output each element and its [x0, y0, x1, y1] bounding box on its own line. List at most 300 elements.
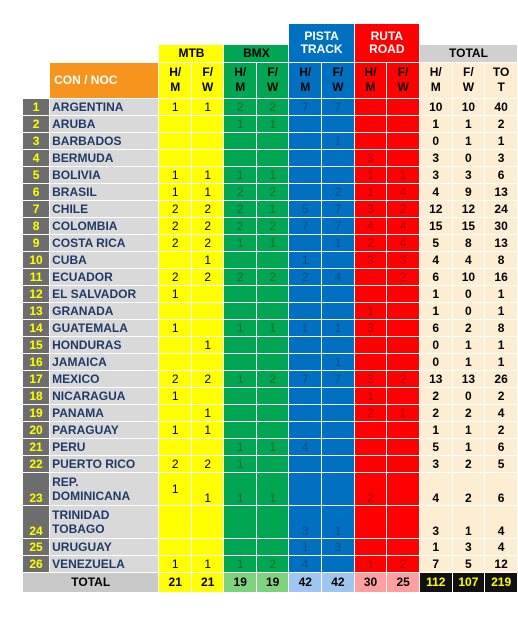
cell-pista-f	[322, 387, 355, 404]
cell-bmx-f	[256, 353, 288, 370]
cell-ruta-f: 1	[387, 166, 420, 183]
cell-total-tot: 8	[485, 251, 518, 268]
country-name: BRASIL	[50, 183, 159, 200]
country-name: BOLIVIA	[50, 166, 159, 183]
cell-pista-h: 7	[289, 217, 322, 234]
cell-ruta-f: 2	[387, 200, 420, 217]
row-number: 20	[23, 421, 50, 438]
noc-header: CON / NOC	[50, 62, 159, 98]
cell-mtb-h: 2	[159, 268, 191, 285]
cell-bmx-f	[256, 149, 288, 166]
cell-total-tot: 4	[485, 505, 518, 538]
cell-pista-f: 1	[322, 353, 355, 370]
cell-total-f: 0	[452, 285, 485, 302]
cell-ruta-h: 1	[354, 387, 387, 404]
table-row	[23, 538, 518, 555]
cell-bmx-f: 2	[256, 183, 288, 200]
cell-pista-f	[322, 285, 355, 302]
cell-pista-f	[322, 149, 355, 166]
total-total-h: 112	[419, 572, 452, 592]
cell-total-tot: 1	[485, 336, 518, 353]
cell-mtb-f: 1	[191, 421, 223, 438]
total-bmx-f: 19	[256, 572, 288, 592]
cell-bmx-f: 1	[256, 438, 288, 455]
country-name: ECUADOR	[50, 268, 159, 285]
row-number: 14	[23, 319, 50, 336]
cell-ruta-h	[354, 505, 387, 538]
cell-total-h: 0	[419, 353, 452, 370]
country-name: CUBA	[50, 251, 159, 268]
cell-mtb-h: 1	[159, 421, 191, 438]
cell-total-h: 13	[419, 370, 452, 387]
table-row	[23, 217, 518, 234]
cell-total-tot: 3	[485, 149, 518, 166]
table-row	[23, 455, 518, 472]
cell-mtb-h: 2	[159, 200, 191, 217]
cell-pista-f	[322, 115, 355, 132]
table-row	[23, 149, 518, 166]
country-name: ARGENTINA	[50, 98, 159, 115]
cell-total-h: 1	[419, 285, 452, 302]
cell-bmx-f: 2	[256, 98, 288, 115]
table-row	[23, 98, 518, 115]
cell-mtb-f	[191, 115, 223, 132]
table-row	[23, 353, 518, 370]
cell-total-f: 8	[452, 234, 485, 251]
cell-total-f: 1	[452, 421, 485, 438]
cell-bmx-f	[256, 336, 288, 353]
cell-total-tot: 4	[485, 538, 518, 555]
cell-bmx-h: 1	[224, 455, 256, 472]
cell-pista-h	[289, 132, 322, 149]
cell-pista-h	[289, 472, 322, 505]
cell-pista-h: 4	[289, 438, 322, 455]
group-header-ruta: RUTA ROAD	[354, 24, 419, 62]
cell-total-h: 0	[419, 132, 452, 149]
cell-total-h: 1	[419, 302, 452, 319]
cell-mtb-h	[159, 438, 191, 455]
cell-mtb-h	[159, 132, 191, 149]
cell-total-tot: 16	[485, 268, 518, 285]
cell-pista-f	[322, 404, 355, 421]
country-name: URUGUAY	[50, 538, 159, 555]
cell-ruta-h: 3	[354, 319, 387, 336]
cell-bmx-h: 2	[224, 183, 256, 200]
cell-bmx-h: 2	[224, 200, 256, 217]
country-name: JAMAICA	[50, 353, 159, 370]
cell-ruta-f	[387, 302, 420, 319]
cell-mtb-h: 2	[159, 455, 191, 472]
cell-pista-h	[289, 166, 322, 183]
total-total-tot: 219	[485, 572, 518, 592]
cell-bmx-h	[224, 132, 256, 149]
cell-pista-f: 1	[322, 505, 355, 538]
cell-ruta-f	[387, 115, 420, 132]
cell-mtb-h: 1	[159, 166, 191, 183]
cell-pista-f	[322, 472, 355, 505]
cell-ruta-h: 2	[354, 234, 387, 251]
cell-pista-h: 1	[289, 319, 322, 336]
cell-bmx-h: 1	[224, 319, 256, 336]
row-number: 11	[23, 268, 50, 285]
cell-ruta-h	[354, 115, 387, 132]
cell-total-f: 10	[452, 268, 485, 285]
cell-bmx-h	[224, 505, 256, 538]
cell-mtb-f	[191, 353, 223, 370]
cell-mtb-h	[159, 149, 191, 166]
cell-pista-h	[289, 183, 322, 200]
table-row	[23, 505, 518, 538]
cell-mtb-f: 2	[191, 234, 223, 251]
cell-bmx-h	[224, 251, 256, 268]
cell-ruta-h	[354, 421, 387, 438]
row-number: 16	[23, 353, 50, 370]
cell-ruta-h: 1	[354, 183, 387, 200]
country-name: VENEZUELA	[50, 555, 159, 572]
cell-bmx-h	[224, 353, 256, 370]
cell-bmx-f: 1	[256, 166, 288, 183]
cell-pista-h	[289, 285, 322, 302]
country-name: GUATEMALA	[50, 319, 159, 336]
country-name: BERMUDA	[50, 149, 159, 166]
cell-total-tot: 1	[485, 302, 518, 319]
cell-total-f: 3	[452, 538, 485, 555]
cell-total-h: 3	[419, 455, 452, 472]
cell-pista-h: 2	[289, 268, 322, 285]
cell-ruta-f: 4	[387, 183, 420, 200]
row-number: 13	[23, 302, 50, 319]
cell-mtb-f	[191, 538, 223, 555]
cell-total-f: 12	[452, 200, 485, 217]
row-number: 3	[23, 132, 50, 149]
cell-pista-h	[289, 115, 322, 132]
row-number: 17	[23, 370, 50, 387]
cell-total-f: 3	[452, 166, 485, 183]
cell-mtb-h: 1	[159, 285, 191, 302]
cell-ruta-f	[387, 132, 420, 149]
cell-total-f: 10	[452, 98, 485, 115]
country-name: PANAMA	[50, 404, 159, 421]
cell-ruta-f: 1	[387, 404, 420, 421]
total-row	[23, 572, 518, 592]
cell-total-tot: 5	[485, 455, 518, 472]
cell-bmx-h: 1	[224, 166, 256, 183]
cell-mtb-h: 1	[159, 319, 191, 336]
medal-table	[23, 24, 518, 593]
cell-total-h: 6	[419, 268, 452, 285]
row-number: 21	[23, 438, 50, 455]
row-number: 5	[23, 166, 50, 183]
cell-total-h: 5	[419, 438, 452, 455]
cell-bmx-h: 1	[224, 555, 256, 572]
cell-pista-f: 7	[322, 200, 355, 217]
cell-ruta-f: 2	[387, 370, 420, 387]
cell-ruta-f	[387, 336, 420, 353]
cell-bmx-f	[256, 387, 288, 404]
row-number: 12	[23, 285, 50, 302]
cell-total-tot: 2	[485, 115, 518, 132]
header-row-groups	[23, 44, 518, 62]
cell-ruta-f	[387, 149, 420, 166]
country-name: PARAGUAY	[50, 421, 159, 438]
cell-pista-h	[289, 387, 322, 404]
cell-total-tot: 4	[485, 404, 518, 421]
table-row	[23, 319, 518, 336]
cell-ruta-f: 2	[387, 555, 420, 572]
cell-mtb-f: 1	[191, 336, 223, 353]
cell-mtb-f: 2	[191, 268, 223, 285]
cell-ruta-h	[354, 538, 387, 555]
sub-header-total-f: F/ W	[452, 62, 485, 98]
cell-total-h: 7	[419, 555, 452, 572]
cell-pista-h: 1	[289, 538, 322, 555]
table-row	[23, 268, 518, 285]
cell-total-f: 1	[452, 115, 485, 132]
cell-mtb-f	[191, 285, 223, 302]
cell-mtb-f: 1	[191, 251, 223, 268]
cell-pista-h	[289, 421, 322, 438]
row-number: 18	[23, 387, 50, 404]
table-row	[23, 370, 518, 387]
total-ruta-f: 25	[387, 572, 420, 592]
cell-ruta-f	[387, 472, 420, 505]
cell-bmx-f	[256, 455, 288, 472]
cell-ruta-f	[387, 455, 420, 472]
total-label: TOTAL	[23, 572, 159, 592]
cell-total-f: 5	[452, 555, 485, 572]
cell-bmx-h	[224, 285, 256, 302]
group-header-total: TOTAL	[419, 44, 517, 62]
cell-total-tot: 30	[485, 217, 518, 234]
cell-pista-f: 1	[322, 234, 355, 251]
cell-pista-h	[289, 302, 322, 319]
cell-ruta-h: 1	[354, 166, 387, 183]
cell-bmx-h	[224, 421, 256, 438]
cell-ruta-f	[387, 438, 420, 455]
row-number: 1	[23, 98, 50, 115]
cell-bmx-f	[256, 404, 288, 421]
cell-total-tot: 6	[485, 166, 518, 183]
total-mtb-f: 21	[191, 572, 223, 592]
row-number: 26	[23, 555, 50, 572]
total-pista-h: 42	[289, 572, 322, 592]
cell-bmx-f	[256, 505, 288, 538]
cell-bmx-h	[224, 336, 256, 353]
row-number: 7	[23, 200, 50, 217]
country-name: EL SALVADOR	[50, 285, 159, 302]
cell-ruta-h: 2	[354, 404, 387, 421]
cell-mtb-f: 1	[191, 166, 223, 183]
total-bmx-h: 19	[224, 572, 256, 592]
cell-ruta-h	[354, 268, 387, 285]
cell-bmx-h	[224, 387, 256, 404]
table-row	[23, 200, 518, 217]
cell-ruta-f: 4	[387, 234, 420, 251]
country-name: NICARAGUA	[50, 387, 159, 404]
table-row	[23, 115, 518, 132]
cell-total-h: 4	[419, 472, 452, 505]
sub-header-pista-f: F/ W	[322, 62, 355, 98]
cell-ruta-h: 3	[354, 149, 387, 166]
cell-mtb-h: 2	[159, 217, 191, 234]
total-pista-f: 42	[322, 572, 355, 592]
cell-pista-f	[322, 336, 355, 353]
cell-mtb-f	[191, 149, 223, 166]
table-row	[23, 285, 518, 302]
country-name: BARBADOS	[50, 132, 159, 149]
cell-ruta-h: 2	[354, 472, 387, 505]
cell-total-tot: 26	[485, 370, 518, 387]
cell-mtb-h: 2	[159, 370, 191, 387]
cell-total-f: 1	[452, 353, 485, 370]
cell-ruta-h: 3	[354, 370, 387, 387]
cell-total-tot: 6	[485, 438, 518, 455]
cell-total-tot: 6	[485, 472, 518, 505]
cell-bmx-h: 1	[224, 472, 256, 505]
cell-total-h: 3	[419, 166, 452, 183]
cell-ruta-f: 3	[387, 251, 420, 268]
cell-ruta-h: 1	[354, 302, 387, 319]
country-name: REP. DOMINICANA	[50, 472, 159, 505]
cell-mtb-h	[159, 404, 191, 421]
cell-ruta-h	[354, 353, 387, 370]
cell-total-tot: 1	[485, 353, 518, 370]
total-ruta-h: 30	[354, 572, 387, 592]
cell-ruta-f	[387, 505, 420, 538]
cell-ruta-h	[354, 336, 387, 353]
row-number: 4	[23, 149, 50, 166]
cell-total-tot: 13	[485, 234, 518, 251]
cell-bmx-f: 1	[256, 200, 288, 217]
cell-total-h: 15	[419, 217, 452, 234]
cell-total-f: 13	[452, 370, 485, 387]
cell-bmx-h: 1	[224, 370, 256, 387]
table-row	[23, 555, 518, 572]
cell-total-h: 10	[419, 98, 452, 115]
cell-mtb-f: 1	[191, 98, 223, 115]
cell-total-f: 0	[452, 387, 485, 404]
total-mtb-h: 21	[159, 572, 191, 592]
table-row	[23, 387, 518, 404]
cell-mtb-f	[191, 302, 223, 319]
cell-bmx-f	[256, 251, 288, 268]
cell-pista-h	[289, 353, 322, 370]
cell-mtb-f: 2	[191, 217, 223, 234]
cell-pista-h: 3	[289, 505, 322, 538]
cell-bmx-f: 1	[256, 115, 288, 132]
cell-mtb-h: 1	[159, 472, 191, 505]
cell-mtb-h	[159, 505, 191, 538]
cell-pista-h: 4	[289, 555, 322, 572]
cell-ruta-h	[354, 132, 387, 149]
cell-total-tot: 40	[485, 98, 518, 115]
cell-total-f: 9	[452, 183, 485, 200]
cell-total-h: 3	[419, 505, 452, 538]
row-number: 23	[23, 472, 50, 505]
cell-mtb-f: 2	[191, 370, 223, 387]
cell-mtb-f: 1	[191, 555, 223, 572]
cell-ruta-h	[354, 285, 387, 302]
group-header-mtb: MTB	[159, 44, 224, 62]
cell-mtb-f: 1	[191, 404, 223, 421]
cell-mtb-h	[159, 538, 191, 555]
cell-pista-f: 4	[322, 268, 355, 285]
cell-ruta-h: 3	[354, 200, 387, 217]
cell-bmx-f	[256, 285, 288, 302]
country-name: GRANADA	[50, 302, 159, 319]
cell-bmx-f	[256, 132, 288, 149]
cell-total-h: 4	[419, 183, 452, 200]
cell-mtb-h	[159, 302, 191, 319]
cell-pista-f: 7	[322, 217, 355, 234]
sub-header-mtb-h: H/ M	[159, 62, 191, 98]
cell-pista-h	[289, 149, 322, 166]
cell-pista-h	[289, 455, 322, 472]
cell-total-h: 1	[419, 421, 452, 438]
cell-bmx-f	[256, 538, 288, 555]
cell-total-tot: 2	[485, 421, 518, 438]
cell-pista-h	[289, 404, 322, 421]
cell-total-h: 12	[419, 200, 452, 217]
cell-total-f: 2	[452, 404, 485, 421]
cell-total-f: 0	[452, 302, 485, 319]
cell-pista-h: 7	[289, 98, 322, 115]
sub-header-bmx-f: F/ W	[256, 62, 288, 98]
cell-bmx-f: 1	[256, 234, 288, 251]
cell-bmx-f: 2	[256, 555, 288, 572]
row-number: 10	[23, 251, 50, 268]
row-number: 24	[23, 505, 50, 538]
cell-total-h: 3	[419, 149, 452, 166]
cell-ruta-h: 1	[354, 555, 387, 572]
table-row	[23, 336, 518, 353]
cell-total-f: 2	[452, 319, 485, 336]
cell-total-f: 0	[452, 149, 485, 166]
cell-mtb-h	[159, 251, 191, 268]
table-row	[23, 404, 518, 421]
header-row-sub	[23, 62, 518, 98]
cell-pista-h: 1	[289, 251, 322, 268]
cell-bmx-h: 2	[224, 98, 256, 115]
cell-total-tot: 24	[485, 200, 518, 217]
country-name: CHILE	[50, 200, 159, 217]
cell-ruta-f: 2	[387, 268, 420, 285]
cell-ruta-h: 4	[354, 217, 387, 234]
cell-mtb-h: 1	[159, 555, 191, 572]
table-row	[23, 251, 518, 268]
header-row-top	[23, 24, 518, 44]
cell-total-h: 0	[419, 336, 452, 353]
cell-ruta-f	[387, 387, 420, 404]
country-name: PUERTO RICO	[50, 455, 159, 472]
cell-mtb-h: 1	[159, 183, 191, 200]
table-row	[23, 421, 518, 438]
sub-header-ruta-h: H/ M	[354, 62, 387, 98]
group-header-bmx: BMX	[224, 44, 289, 62]
cell-mtb-h	[159, 336, 191, 353]
sub-header-total-h: H/ M	[419, 62, 452, 98]
sub-header-pista-h: H/ M	[289, 62, 322, 98]
cell-pista-h	[289, 234, 322, 251]
table-row	[23, 438, 518, 455]
cell-bmx-h: 1	[224, 234, 256, 251]
cell-bmx-f: 2	[256, 217, 288, 234]
cell-total-f: 1	[452, 132, 485, 149]
cell-bmx-h	[224, 404, 256, 421]
cell-ruta-f	[387, 353, 420, 370]
cell-total-h: 4	[419, 251, 452, 268]
table-row	[23, 183, 518, 200]
